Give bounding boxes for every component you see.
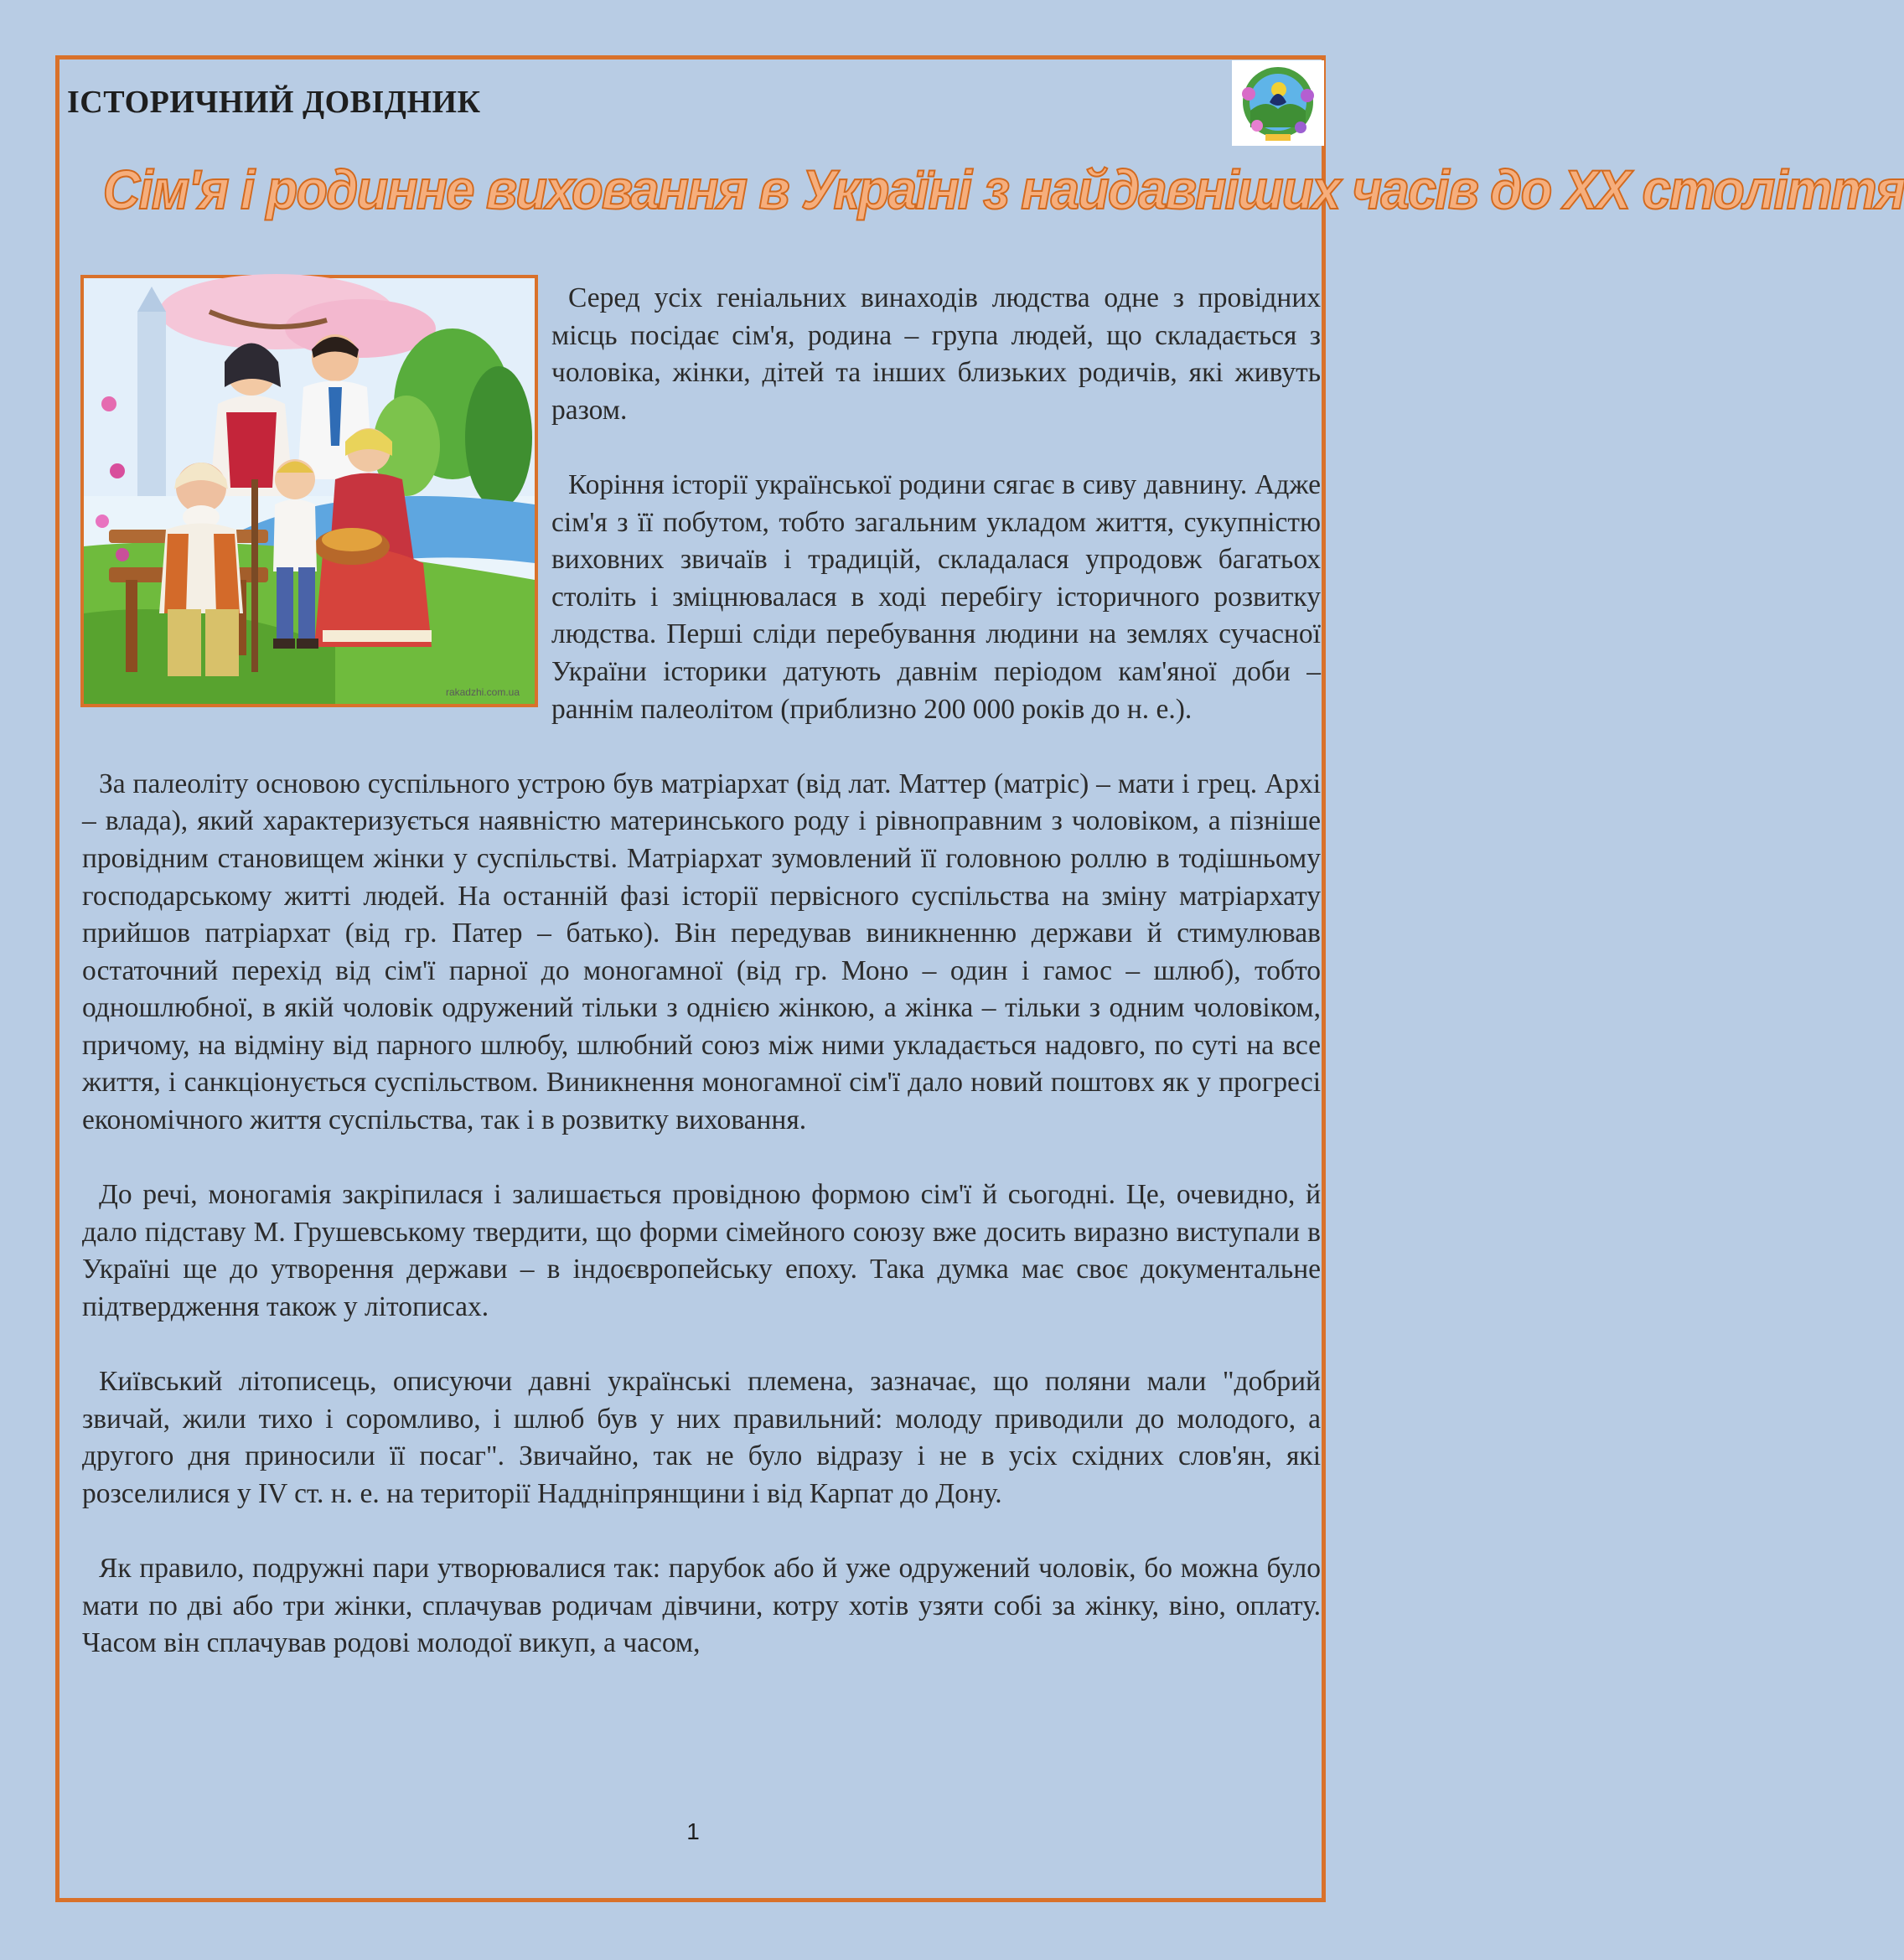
paragraph-6: Як правило, подружні пари утворювалися так: парубок або й уже одружений чоловік, бо можна було мати по дві або три жінки, сплачував родичам дівчини, котру хотів узяти собі за жінку, віно, оплату. Часом він сплачував родові молодої викуп, а часом, bbox=[82, 1553, 1321, 1659]
section-label: ІСТОРИЧНИЙ ДОВІДНИК bbox=[67, 85, 481, 120]
page-number: 1 bbox=[686, 1818, 700, 1844]
image-wrap-space bbox=[82, 280, 551, 732]
paragraph-1: Серед усіх геніальних винаходів людства одне з провідних місць посідає сім'я, родина – група людей, що складається з чоловіка, жінки, дітей та інших близьких родичів, які живуть разом. bbox=[551, 282, 1321, 426]
paragraph-2: Коріння історії української родини сягає в сиву давнину. Адже сім'я з її побутом, тобто загальним укладом життя, сукупністю виховних звичаїв і традицій, складалася упродовж багатьох століть і зміцнювалася в ході перебігу історичного розвитку людства. Перші сліди перебування людини на землях сучасної України історики датують давнім періодом кам'яної доби – раннім палеолітом (приблизно 200 000 років до н. е.). bbox=[551, 468, 1321, 725]
paragraph-4: До речі, моногамія закріпилася і залишається провідною формою сім'ї й сьогодні. Це, очевидно, й дало підставу М. Грушевському твердити, що форми сімейного союзу вже досить виразно виступали в Україні ще до утворення держави – в індоєвропейську епоху. Така думка має своє документальне підтвердження також у літописах. bbox=[82, 1179, 1321, 1323]
school-emblem-icon bbox=[1232, 60, 1324, 146]
article-body bbox=[82, 280, 1321, 1700]
paragraph-5: Київський літописець, описуючи давні українські племена, зазначає, що поляни мали "добрий звичай, жили тихо і соромливо, і шлюб був у них правильний: молоду приводили до молодого, а другого дня приносили її посаг". Звичайно, так не було відразу і не в усіх східних слов'ян, які розселилися у IV ст. н. е. на території Наддніпрянщини і від Карпат до Дону. bbox=[82, 1366, 1321, 1509]
page-title: Сім'я і родинне виховання в Україні з найдавніших часів до ХХ століття bbox=[102, 158, 1904, 220]
paragraph-3: За палеоліту основою суспільного устрою був матріархат (від лат. Маттер (матріс) – мати і грец. Архі – влада), який характеризується наявністю материнського роду і рівноправним з чоловіком, а пізніше провідним становищем жінки у суспільстві. Матріархат зумовлений її головною роллю в тодішньому господарському житті людей. На останній фазі історії первісного суспільства на зміну матріархату прийшов патріархат (від гр. Патер – батько). Він передував виникненню держави й стимулював остаточний перехід від сім'ї парної до моногамної (від гр. Моно – один і гамос – шлюб), тобто одношлюбної, в якій чоловік одружений тільки з однією жінкою, а жінка – тільки з одним чоловіком, причому, на відміну від парного шлюбу, шлюбний союз між ними укладається надовго, по суті на все життя, і санкціонується суспільством. Виникнення моногамної сім'ї дало новий поштовх як у прогресі економічного життя суспільства, так і в розвитку виховання. bbox=[82, 768, 1321, 1136]
illustration-watermark: rakadzhi.com.ua bbox=[445, 686, 520, 698]
